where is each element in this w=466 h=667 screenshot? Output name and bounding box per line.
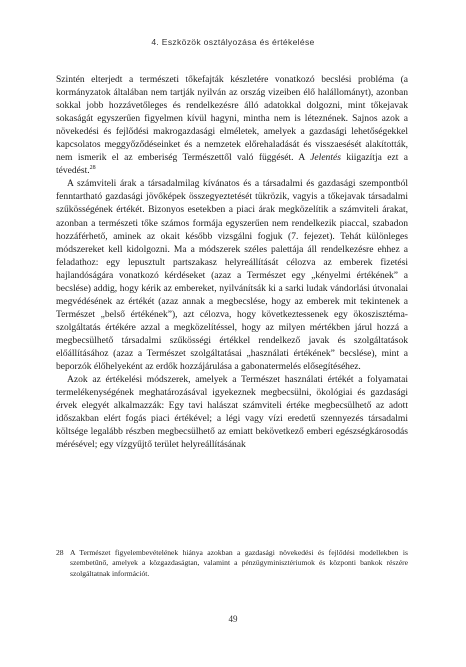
report-title-italic: Jelentés: [310, 152, 341, 164]
footnote-number: 28: [56, 548, 64, 557]
running-head: 4. Eszközök osztályozása és értékelése: [151, 37, 315, 47]
footnote: [56, 548, 408, 579]
page-number: 49: [228, 614, 238, 624]
paragraph-3: Azok az értékelési módszerek, amelyek a Természet használati értékét a folyamatai termelékenységének meghatározásával igyekeznek megbecsülni, ökológiai és gazdasági érvek elegyét alkalmazzák: Egy tavi halászat számviteli értéke megbecsülhető az adott időszakban elért fogás piaci értékével; a légi vagy vízi eredetű szennyezés társadalmi költsége legalább részben megbecsülhető az emiatt bekövetkező emberi egészségkárosodás mérésével; egy vízgyűjtő terület helyreállításának: [56, 374, 408, 451]
footnote-text: A Természet figyelembevételének hiánya azokban a gazdasági növekedési és fejlődési modellekben is szembetűnő, amelyek a közgazdaságtan, valamint a pénzügyminisztériumok és központi bankok részére szolgáltatnak információt.: [70, 548, 408, 578]
footnote-reference: 28: [89, 165, 96, 172]
paragraph-1: [56, 73, 408, 177]
paragraph-1-ending: kiigazítja ezt a tévedést.: [56, 152, 408, 177]
paragraph-2: A számviteli árak a társadalmilag kívánatos és a társadalmi és gazdasági szempontból fenntartható gazdasági jövőképek összegyeztetését tükrözik, vagyis a tőkejavak társadalmi szűkösségének értékét. Bizonyos esetekben a piaci árak megközelítik a számviteli árakat, azonban a természeti tőke számos formája egyszerűen nem rendelkezik piaccal, szabadon hozzáférhető, aminek az okait később vizsgálni fogjuk (7. fejezet). Tehát különleges módszereket kell kidolgozni. Ma a módszerek széles palettája áll rendelkezésre ehhez a feladathoz: egy lepusztult partszakasz helyreállítását célozva az emberek fizetési hajlandóságára vonatkozó kérdéseket (azaz a Természet egy „kényelmi értékének” a becslése) addig, hogy kérik az embereket, nyilvánítsák ki a sarki ludak vándorlási útvonalai megvédésének az értékét (azaz annak a megbecslése, hogy az emberek mit tekintenek a Természet „belső értékének”), azt célozva, hogy következtessenek egy ökoszisztéma-szolgáltatás értékére azzal a megközelítéssel, hogy az milyen mértékben járul hozzá a megbecsülhető társadalmi szűkösségi értékkel rendelkező javak és szolgáltatások előállításához (azaz a Természet szolgáltatásai „használati értékének” becslése), mint a beporzók élőhelyeként az erdők hozzájárulása a gabonatermelés elősegítéséhez.: [56, 178, 408, 373]
paragraph-1-text: Szintén elterjedt a természeti tőkefajták készletére vonatkozó becslési probléma (a kormányzatok általában nem tartják nyilván az ország vizeiben élő halállományt), azonban sokkal jobb hozzávetőleges és rendelkezésre álló adatokkal dolgozni, mint tőkejavak sokaságát egyszerűen figyelmen kívül hagyni, mintha nem is léteznének. Sajnos azok a növekedési és fejlődési makrogazdasági elméletek, amelyek a gazdasági lehetőségekkel kapcsolatos meggyőződéseinket és a nemzetek előrehaladását és visszaesését alakították, nem ismerik el az emberiség Természettől való függését. A: [56, 74, 408, 164]
main-text: [56, 73, 408, 451]
